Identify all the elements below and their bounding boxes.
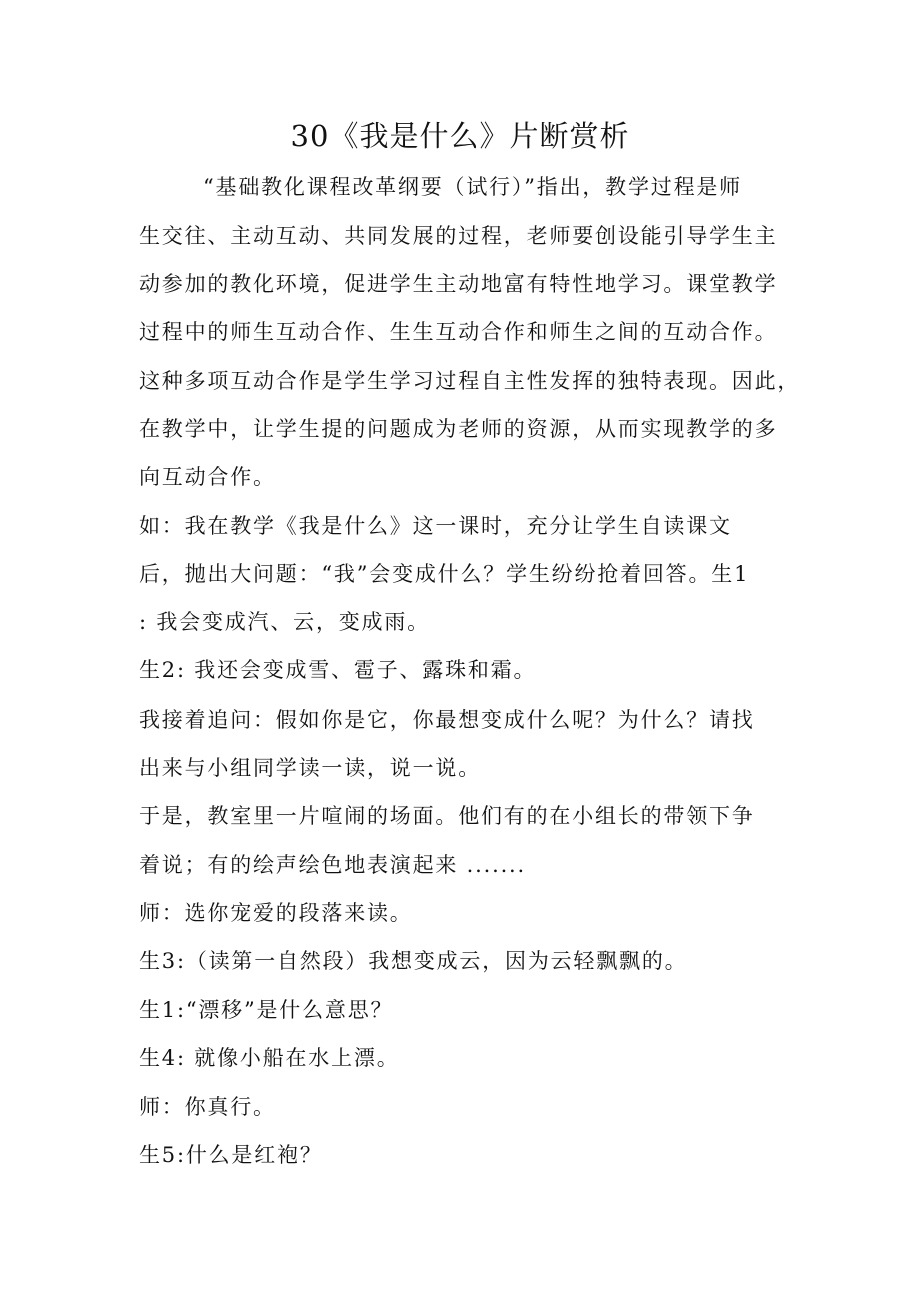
paragraph-line: 后，抛出大问题：“我”会变成什么？学生纷纷抢着回答。生1	[139, 562, 750, 586]
dialogue-line: 生3:（读第一自然段）我想变成云，因为云轻飘飘的。	[139, 949, 688, 973]
paragraph-line: 如：我在教学《我是什么》这一课时，充分让学生自读课文	[139, 514, 732, 538]
dialogue-line: 生2: 我还会变成雪、雹子、露珠和霜。	[139, 658, 537, 682]
paragraph-line: 这种多项互动合作是学生学习过程自主性发挥的独特表现。因此，	[139, 369, 801, 393]
dialogue-line: 生1:“漂移”是什么意思？	[139, 998, 394, 1022]
paragraph-line: 向互动合作。	[139, 465, 276, 489]
paragraph-line: 过程中的师生互动合作、生生互动合作和师生之间的互动合作。	[139, 320, 778, 344]
paragraph-line: 出来与小组同学读一读，说一说。	[139, 756, 481, 780]
paragraph-line: : 我会变成汽、云，变成雨。	[139, 610, 430, 634]
dialogue-line: 生4: 就像小船在水上漂。	[139, 1046, 400, 1070]
dialogue-line: 生5:什么是红袍？	[139, 1143, 323, 1167]
paragraph-line: 动参加的教化环境，促进学生主动地富有特性地学习。课堂教学	[139, 272, 778, 296]
paragraph-line: 生交往、主动互动、共同发展的过程，老师要创设能引导学生主	[139, 224, 778, 248]
paragraph-line: “基础教化课程改革纲要（试行）”指出，教学过程是师	[203, 175, 742, 199]
paragraph-line: 于是，教室里一片喧闹的场面。他们有的在小组长的带领下争	[139, 804, 755, 828]
paragraph-line: 我接着追问：假如你是它，你最想变成什么呢？为什么？请找	[139, 708, 755, 732]
paragraph-line: 在教学中，让学生提的问题成为老师的资源，从而实现教学的多	[139, 417, 778, 441]
document-title: 30《我是什么》片断赏析	[290, 119, 630, 153]
dialogue-line: 师：你真行。	[139, 1095, 276, 1119]
dialogue-line: 师：选你宠爱的段落来读。	[139, 901, 413, 925]
paragraph-line: 着说；有的绘声绘色地表演起来 .......	[139, 853, 527, 877]
